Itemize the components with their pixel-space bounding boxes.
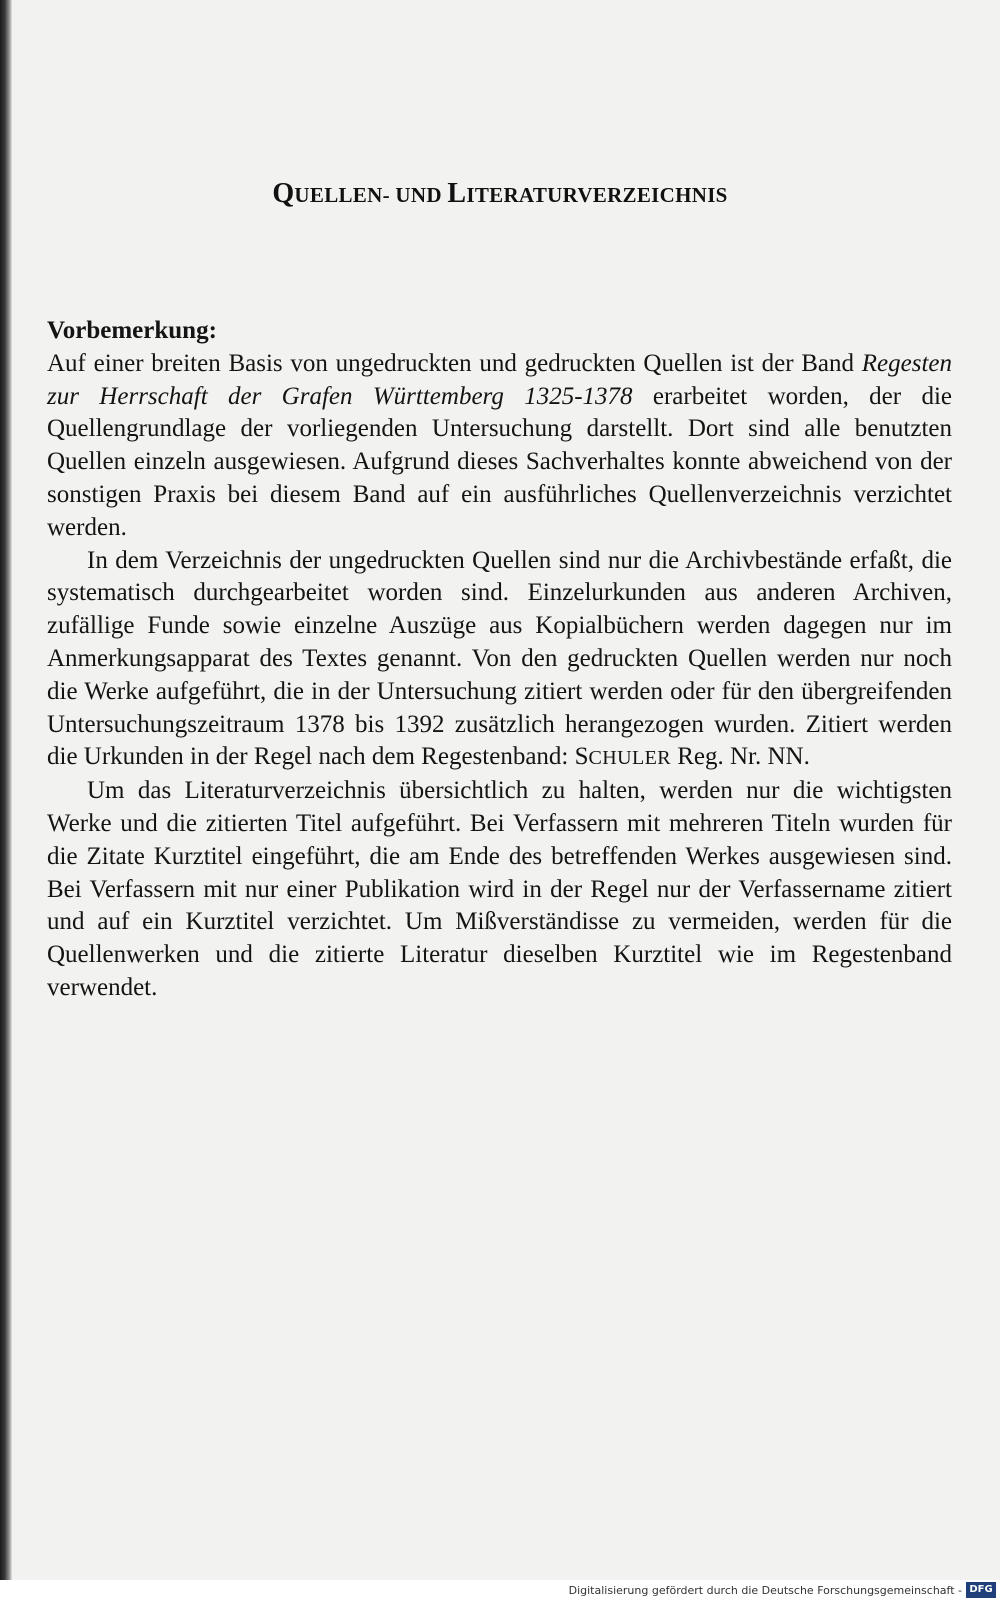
page-body — [47, 315, 952, 1005]
paragraph-1 — [47, 348, 952, 545]
page-title — [0, 178, 1000, 210]
title-initial-q: Q — [272, 178, 295, 209]
title-initial-l: L — [447, 178, 467, 209]
author-initial: S — [574, 743, 589, 771]
paragraph-1-intro: Auf einer breiten Basis von ungedruckten und gedruckten Quellen ist der Band — [47, 349, 862, 377]
paragraph-2 — [47, 545, 952, 776]
paragraph-3: Um das Literaturverzeichnis übersichtlich zu halten, werden nur die wichtigsten Werke und die zitierten Titel aufgeführt. Bei Verfassern mit mehreren Titeln wurden für die Zitate Kurztitel eingeführt, die am Ende des betreffenden Werkes ausgewiesen sind. Bei Verfassern mit nur einer Publikation wird in der Regel nur der Verfassername zitiert und auf ein Kurztitel verzichtet. Um Mißverständisse zu vermeiden, werden für die Quellenwerken und die zitierte Literatur dieselben Kurztitel wie im Regestenband verwendet. — [47, 777, 952, 1001]
book-spine-shadow — [0, 0, 12, 1580]
paragraph-2-tail: Reg. Nr. NN. — [670, 743, 810, 771]
cited-book-title: Regesten zur Herrschaft der Grafen Württemberg 1325-1378 — [47, 349, 952, 410]
author-name-small-caps: CHULER — [588, 747, 671, 770]
dfg-logo: DFG — [966, 1582, 996, 1598]
title-part-2: ITERATURVERZEICHNIS — [466, 183, 728, 207]
funding-notice: Digitalisierung gefördert durch die Deutsche Forschungsgemeinschaft - — [568, 1584, 962, 1597]
paragraph-2-text: In dem Verzeichnis der ungedruckten Quellen sind nur die Archivbestände erfaßt, die systematisch durchgearbeitet worden sind. Einzelurkunden aus anderen Archiven, zufällige Funde sowie einzelne Auszüge aus Kopialbüchern werden dagegen nur im Anmerkungsapparat des Textes genannt. Von den gedruckten Quellen werden nur noch die Werke aufgeführt, die in der Untersuchung zitiert werden oder für den übergreifenden Untersuchungszeitraum 1378 bis 1392 zusätzlich herangezogen wurden. Zitiert werden die Urkunden in der Regel nach dem Regestenband: — [47, 546, 952, 771]
paragraph-1-rest: erarbeitet worden, der die Quellengrundlage der vorliegenden Untersuchung darstellt. Dort sind alle benutzten Quellen einzeln ausgewiesen. Aufgrund dieses Sachverhaltes konnte abweichend von der sonstigen Praxis bei diesem Band auf ein ausführliches Quellenverzeichnis verzichtet werden. — [47, 382, 952, 541]
title-part-1: UELLEN- UND — [294, 183, 448, 207]
section-label: Vorbemerkung: — [47, 317, 217, 344]
